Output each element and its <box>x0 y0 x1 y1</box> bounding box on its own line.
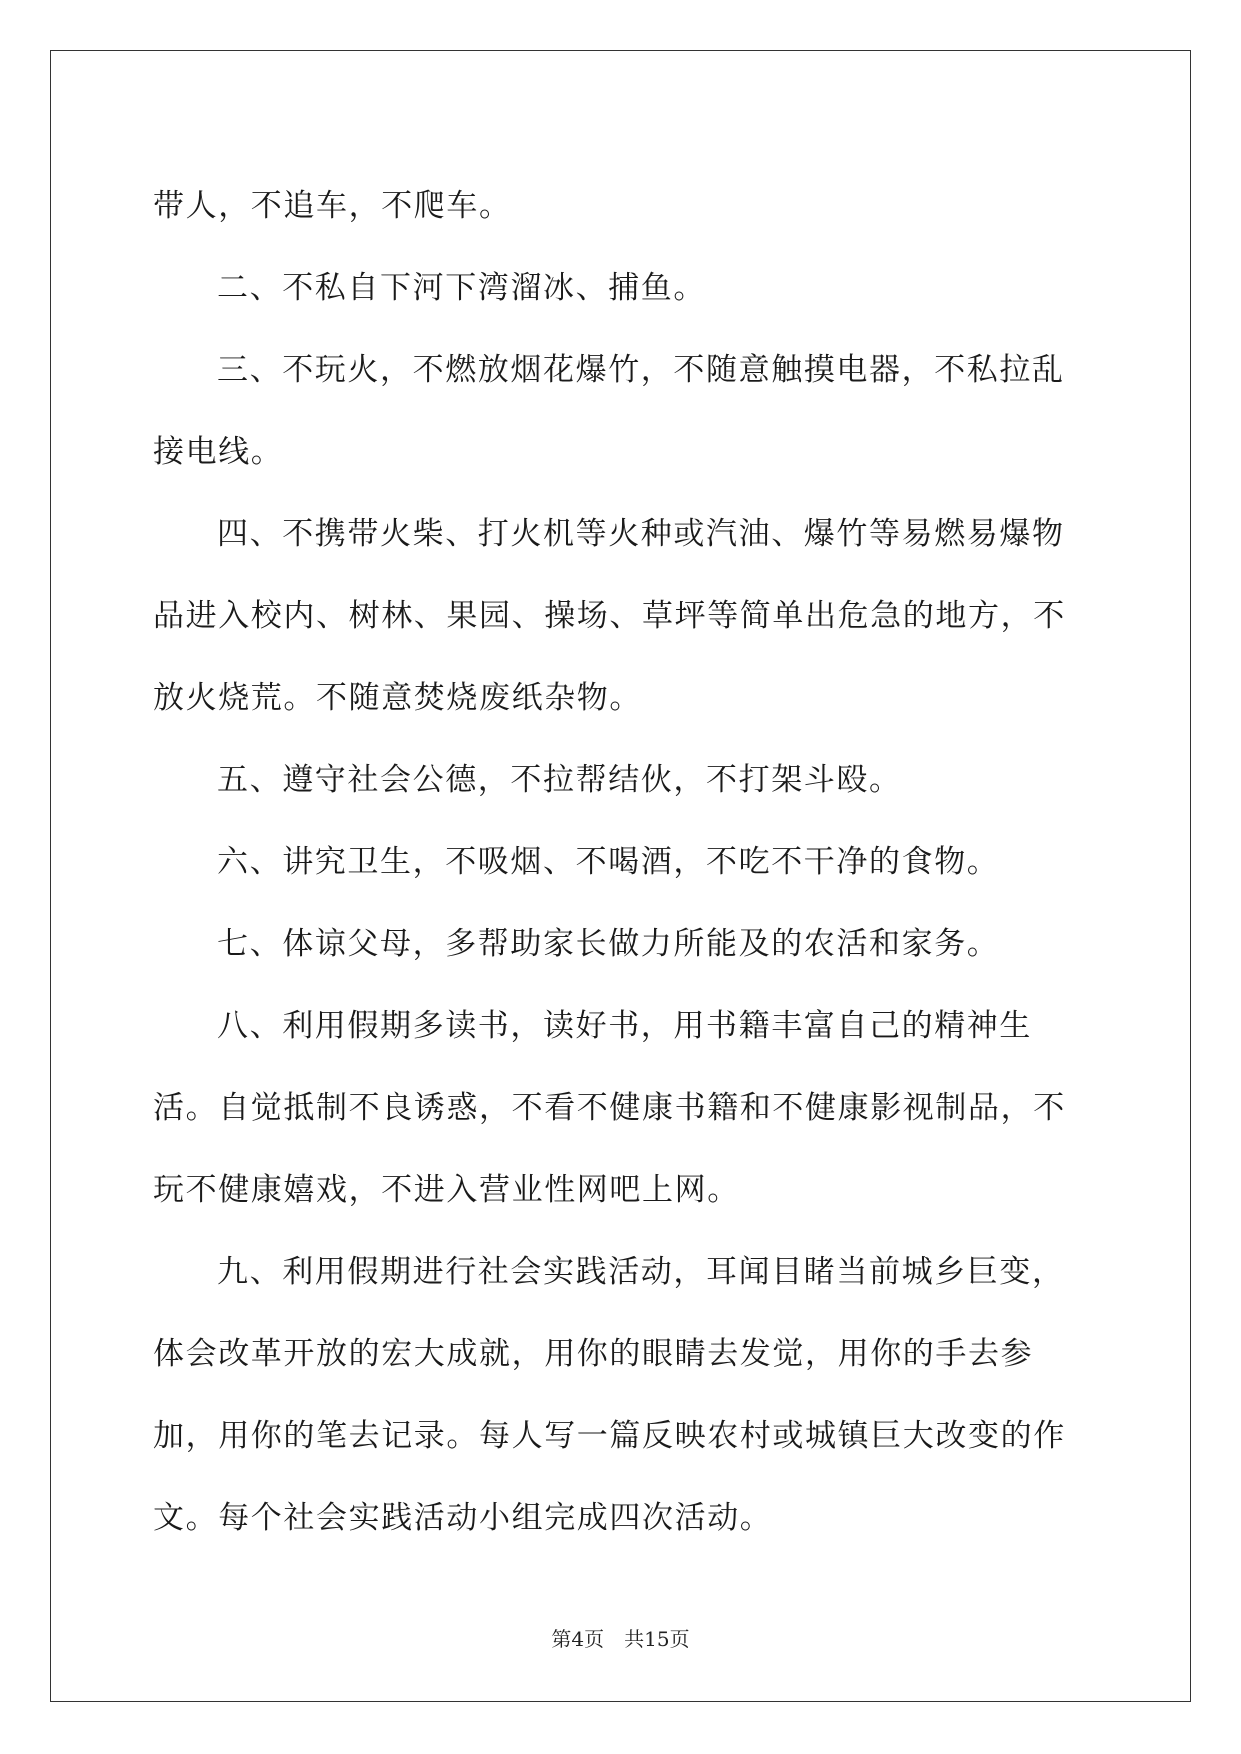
page-number: 第4页 <box>551 1627 605 1651</box>
page-total: 共15页 <box>624 1627 690 1651</box>
paragraph-item-3: 三、不玩火，不燃放烟花爆竹，不随意触摸电器，不私拉乱接电线。 <box>153 352 1065 470</box>
paragraph-item-5: 五、遵守社会公德，不拉帮结伙，不打架斗殴。 <box>217 762 902 798</box>
paragraph-continuation: 带人，不追车，不爬车。 <box>153 188 512 224</box>
paragraph-item-9: 九、利用假期进行社会实践活动，耳闻目睹当前城乡巨变，体会改革开放的宏大成就，用你的眼睛去发觉，用你的手去参加，用你的笔去记录。每人写一篇反映农村或城镇巨大改变的作文。每个社会实践活动小组完成四次活动。 <box>153 1254 1066 1536</box>
document-body <box>153 165 1093 1559</box>
paragraph-item-8: 八、利用假期多读书，读好书，用书籍丰富自己的精神生活。自觉抵制不良诱惑，不看不健康书籍和不健康影视制品，不玩不健康嬉戏，不进入营业性网吧上网。 <box>153 1008 1066 1208</box>
paragraph-item-6: 六、讲究卫生，不吸烟、不喝酒，不吃不干净的食物。 <box>217 844 1000 880</box>
page-footer <box>0 1623 1241 1652</box>
paragraph-item-7: 七、体谅父母，多帮助家长做力所能及的农活和家务。 <box>217 926 1000 962</box>
paragraph-item-2: 二、不私自下河下湾溜冰、捕鱼。 <box>217 270 706 306</box>
paragraph-item-4: 四、不携带火柴、打火机等火种或汽油、爆竹等易燃易爆物品进入校内、树林、果园、操场、草坪等简单出危急的地方，不放火烧荒。不随意焚烧废纸杂物。 <box>153 516 1066 716</box>
